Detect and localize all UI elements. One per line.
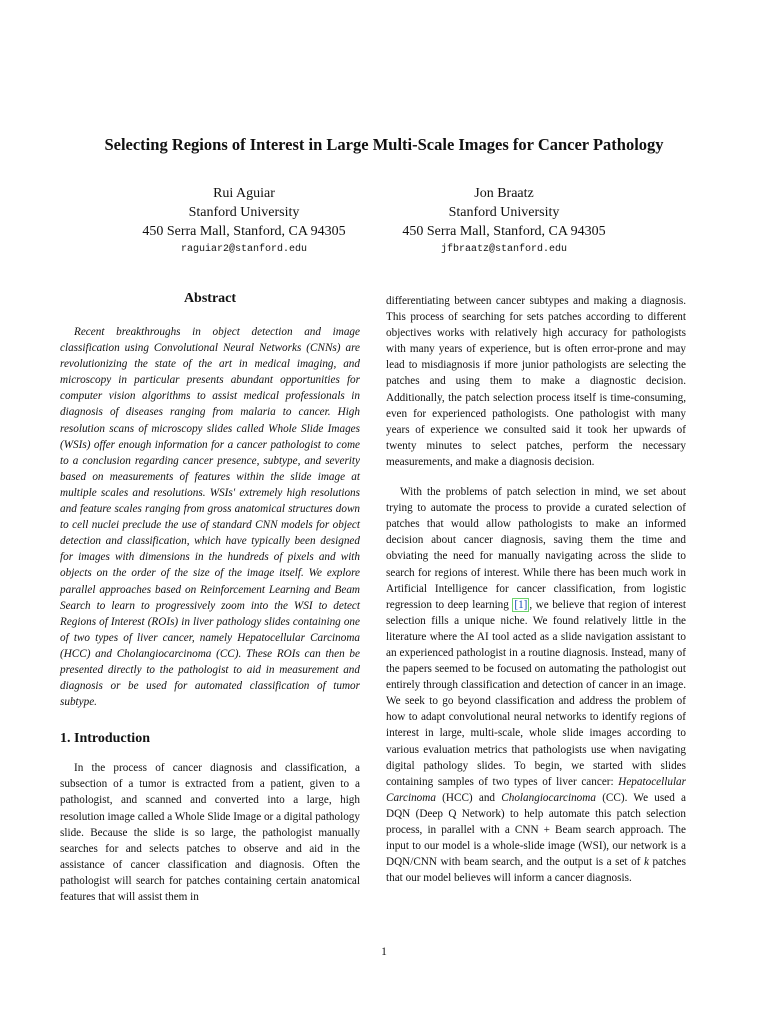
paper-title: Selecting Regions of Interest in Large Multi-Scale Images for Cancer Pathology [104,135,664,154]
text-run: k [643,856,649,869]
author-block-1 [104,184,384,259]
text-run: With the problems of patch selection in mind, we set about trying to automate the process to provide a curated selection of patches that would allow pathologists to make an informed decision about cancer diagnosis, saving them the time and obviating the need for manually navigating across the slide to search for regions of interest. While there has been much work in Artificial Intelligence for cancer classification, from logistic regression to deep learning [386,486,686,611]
author-name: Rui Aguiar [213,186,275,201]
text-run: Cholangiocarcinoma [501,791,596,804]
text-run: patches that our model believes will inform a cancer diagnosis. [386,856,686,885]
author-email: jfbraatz@stanford.edu [440,244,568,255]
author-name: Jon Braatz [474,186,534,201]
text-run: Hepatocellular Carcinoma [386,775,686,804]
author-address: 450 Serra Mall, Stanford, CA 94305 [142,224,346,239]
author-address: 450 Serra Mall, Stanford, CA 94305 [402,224,606,239]
intro-paragraph: In the process of cancer diagnosis and classification, a subsection of a tumor is extracted from a patient, given to a pathologist, and scanned and converted into a large, high resolution image called a Whole Slide Image or a digital pathology slide. Because the slide is so large, the pathologist manually searches for and selects patches to observe and aid in the assistance of cancer classification and diagnosis. Often the pathologist will search for patches containing certain anatomical features that will assist them in [60,762,360,903]
right-column [386,293,686,886]
author-affiliation: Stanford University [188,205,300,220]
abstract-heading: Abstract [183,291,237,306]
intro-heading: 1. Introduction [60,731,150,747]
page-number: 1 [381,946,387,958]
text-run: , we believe that region of interest selection fills a unique niche. We found relatively little in the literature where the AI tool acted as a slide navigation assistant to an experienced pathologist in a routine diagnosis. Instead, many of the papers seemed to be focused on automating the pathologist out entirely through classification and detection of cancer in an image. We seek to go beyond classification and address the problem of how to adapt convolutional neural networks to identify regions of interest in large, multi-scale, whole slide images according to various evaluation metrics that pathologists use when navigating digital pathology slides. To begin, we started with slides containing samples of two types of liver cancer: [386,598,686,788]
left-column [60,290,360,905]
text-run: (CC). We used a DQN (Deep Q Network) to help automate this patch selection process, in parallel with a CNN + Beam search approach. The input to our model is a whole-slide image (WSI), our network is a DQN/CNN with beam search, and the output is a set of [386,791,687,869]
citation-link[interactable]: [1] [514,598,528,611]
text-run: (HCC) and [435,791,502,804]
body-paragraph: differentiating between cancer subtypes and making a diagnosis. This process of searching for sets patches according to different objectives works with relatively high accuracy for pathologists with many years of experience, but is often error-prone and may lead to misdiagnosis if more junior pathologists are selecting the patches and using them to make a diagnostic decision. Additionally, the patch selection process itself is time-consuming, even for experienced pathologists. One pathologist with many years of experience we consulted said it took her upwards of twenty minutes to select patches, perform the necessary measurements, and make a diagnosis decision. [386,295,686,468]
author-email: raguiar2@stanford.edu [180,244,308,255]
abstract-text: Recent breakthroughs in object detection and image classification using Convolutional Neural Networks (CNNs) are revolutionizing the state of the art in medical imaging, and microscopy in particular presents abundant opportunities for computer vision algorithms to assist medical professionals in diagnosis of diseases ranging from malaria to cancer. High resolution scans of microscopy slides called Whole Slide Images (WSIs) offer enough information for a cancer pathologist to come to a conclusion regarding cancer presence, subtype, and severity based on measurements of features within the slide image at multiple scales and resolutions. WSIs' extremely high resolutions and feature scales ranging from gross anatomical structures down to cell nuclei preclude the use of standard CNN models for object detection and classification, which have typically been designed for images with dimensions in the hundreds of pixels and with objects on the order of the size of the image itself. We explore parallel approaches based on Reinforcement Learning and Beam Search to learn to progressively zoom into the WSI to detect Regions of Interest (ROIs) in liver pathology slides containing one of two types of liver cancer, namely Hepatocellular Carcinoma (HCC) and Cholangiocarcinoma (CC). These ROIs can then be presented directly to the pathologist to aid in measurement and diagnosis or be used for automated classification of tumor subtype. [60,326,360,709]
body-paragraph [386,484,686,886]
author-block-2 [364,184,644,259]
author-affiliation: Stanford University [448,205,560,220]
